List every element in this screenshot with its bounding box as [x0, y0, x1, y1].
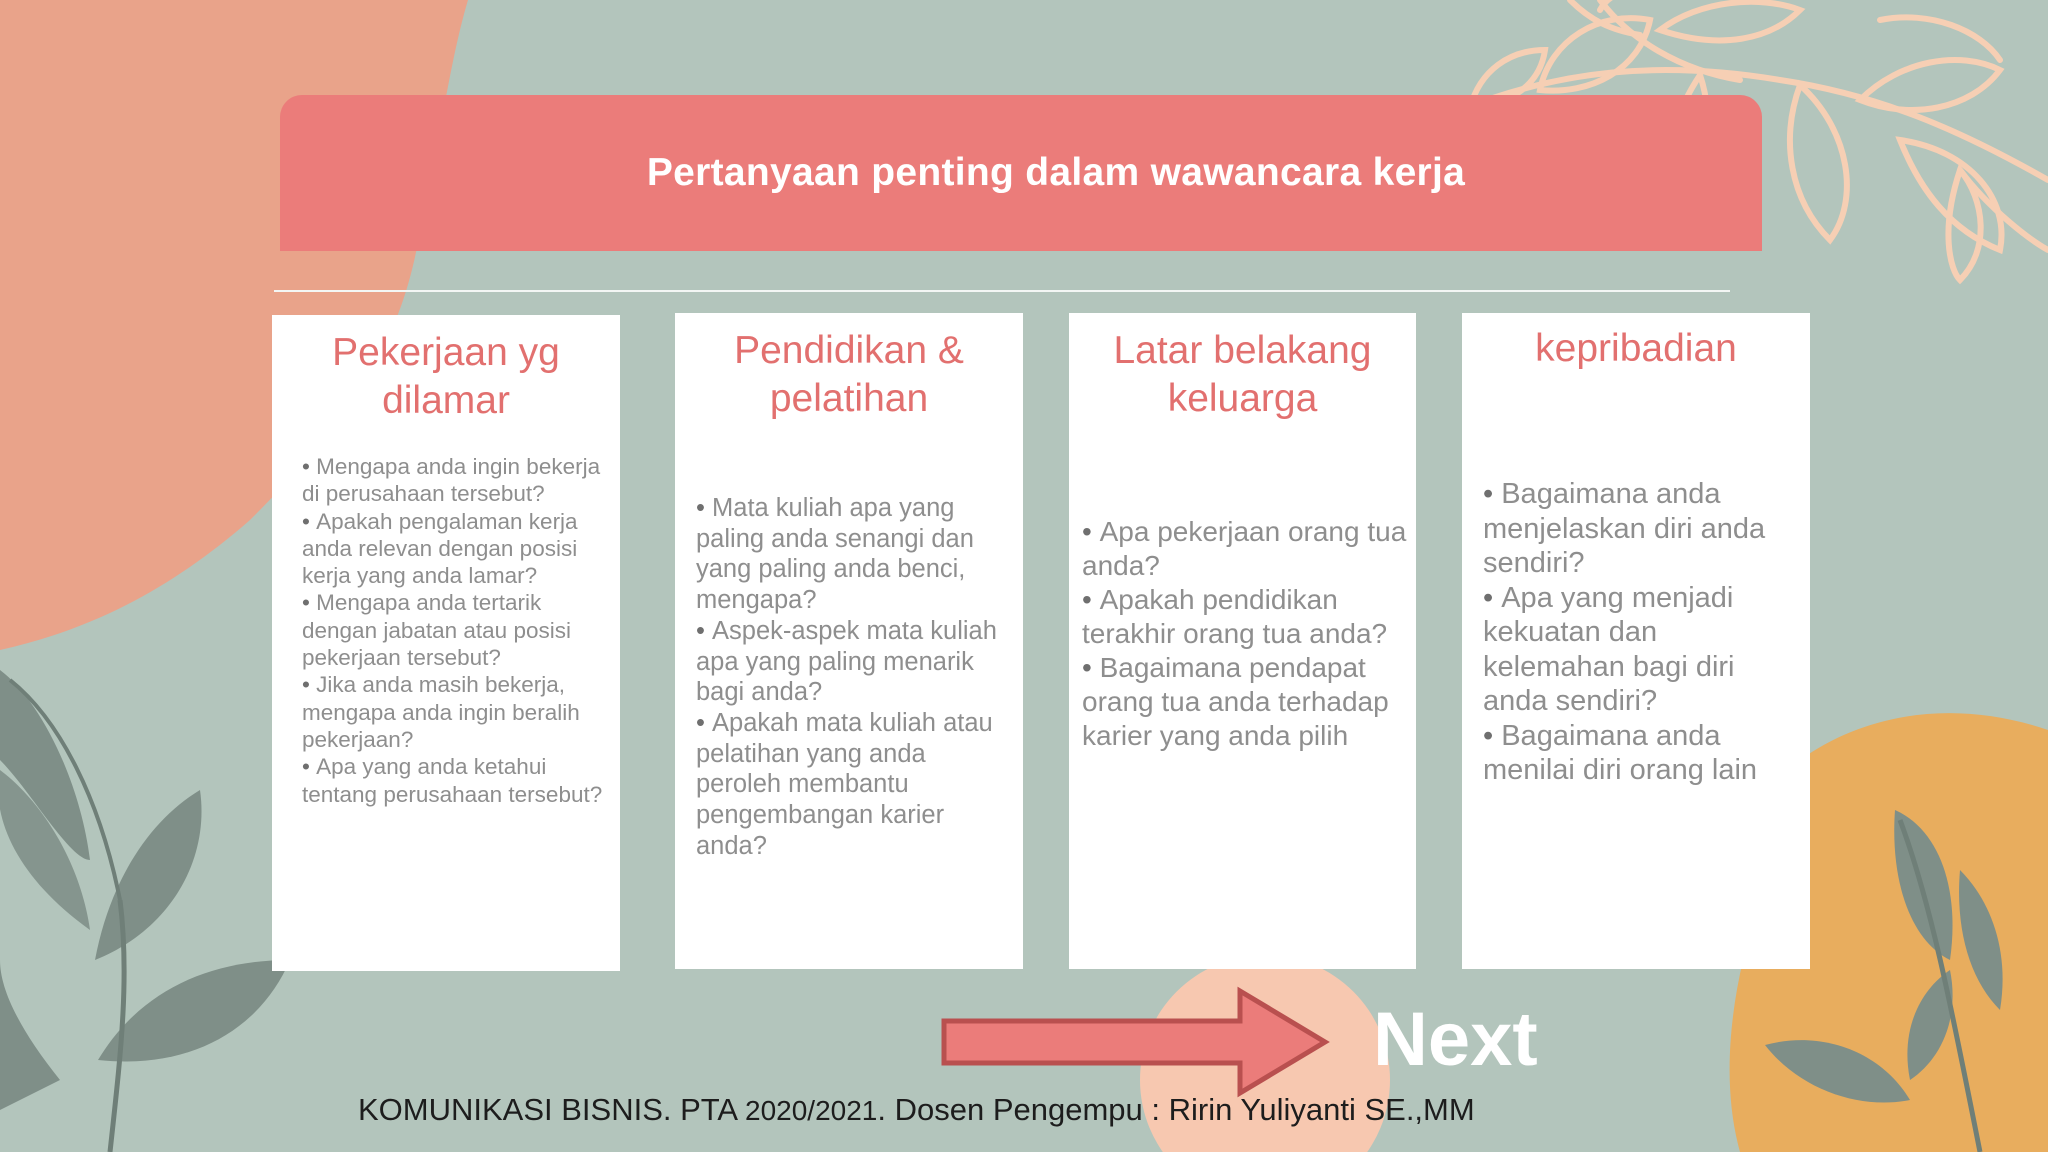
question-list: [302, 453, 607, 808]
card-title: Pekerjaan yg dilamar: [332, 331, 560, 422]
question-item: • Jika anda masih bekerja, mengapa anda ingin beralih pekerjaan?: [302, 671, 607, 753]
question-item: • Apa yang menjadi kekuatan dan kelemahan bagi diri anda sendiri?: [1483, 581, 1803, 719]
question-item: • Mengapa anda ingin bekerja di perusahaan tersebut?: [302, 453, 607, 508]
footer-text: [358, 1090, 1475, 1131]
card-title: Latar belakang keluarga: [1113, 329, 1372, 420]
next-arrow-icon[interactable]: [940, 985, 1332, 1099]
footer-lecturer: . Dosen Pengempu : Ririn Yuliyanti SE.,MM: [877, 1092, 1475, 1127]
question-item: • Mengapa anda tertarik dengan jabatan atau posisi pekerjaan tersebut?: [302, 589, 607, 671]
question-item: • Apa pekerjaan orang tua anda?: [1082, 515, 1407, 583]
question-item: • Bagaimana pendapat orang tua anda terhadap karier yang anda pilih: [1082, 651, 1407, 753]
question-item: • Apakah mata kuliah atau pelatihan yang anda peroleh membantu pengembangan karier anda?: [696, 708, 1016, 862]
footer-course: KOMUNIKASI BISNIS. PTA: [358, 1092, 746, 1127]
question-item: • Aspek-aspek mata kuliah apa yang paling menarik bagi anda?: [696, 616, 1016, 708]
question-item: • Mata kuliah apa yang paling anda senangi dan yang paling anda benci, mengapa?: [696, 493, 1016, 616]
divider-line: [274, 290, 1730, 292]
question-item: • Apakah pendidikan terakhir orang tua anda?: [1082, 583, 1407, 651]
question-item: • Apa yang anda ketahui tentang perusahaan tersebut?: [302, 753, 607, 808]
title-banner: [280, 95, 1762, 251]
question-list: [1483, 477, 1803, 788]
card-title: Pendidikan & pelatihan: [734, 329, 964, 420]
question-item: • Bagaimana anda menjelaskan diri anda sendiri?: [1483, 477, 1803, 581]
slide-title: Pertanyaan penting dalam wawancara kerja: [646, 151, 1466, 194]
question-list: [1082, 515, 1407, 753]
card-latar-belakang: [1069, 313, 1416, 969]
question-item: • Bagaimana anda menilai diri orang lain: [1483, 719, 1803, 788]
question-item: • Apakah pengalaman kerja anda relevan dengan posisi kerja yang anda lamar?: [302, 508, 607, 590]
card-pendidikan: [675, 313, 1023, 969]
card-kepribadian: [1462, 313, 1810, 969]
next-button[interactable]: Next: [1373, 997, 1538, 1082]
card-title: kepribadian: [1535, 327, 1737, 370]
leaf-cluster-left: [0, 670, 290, 1152]
footer-year: 2020/2021: [745, 1095, 878, 1126]
question-list: [696, 493, 1016, 861]
card-pekerjaan: [272, 315, 620, 971]
